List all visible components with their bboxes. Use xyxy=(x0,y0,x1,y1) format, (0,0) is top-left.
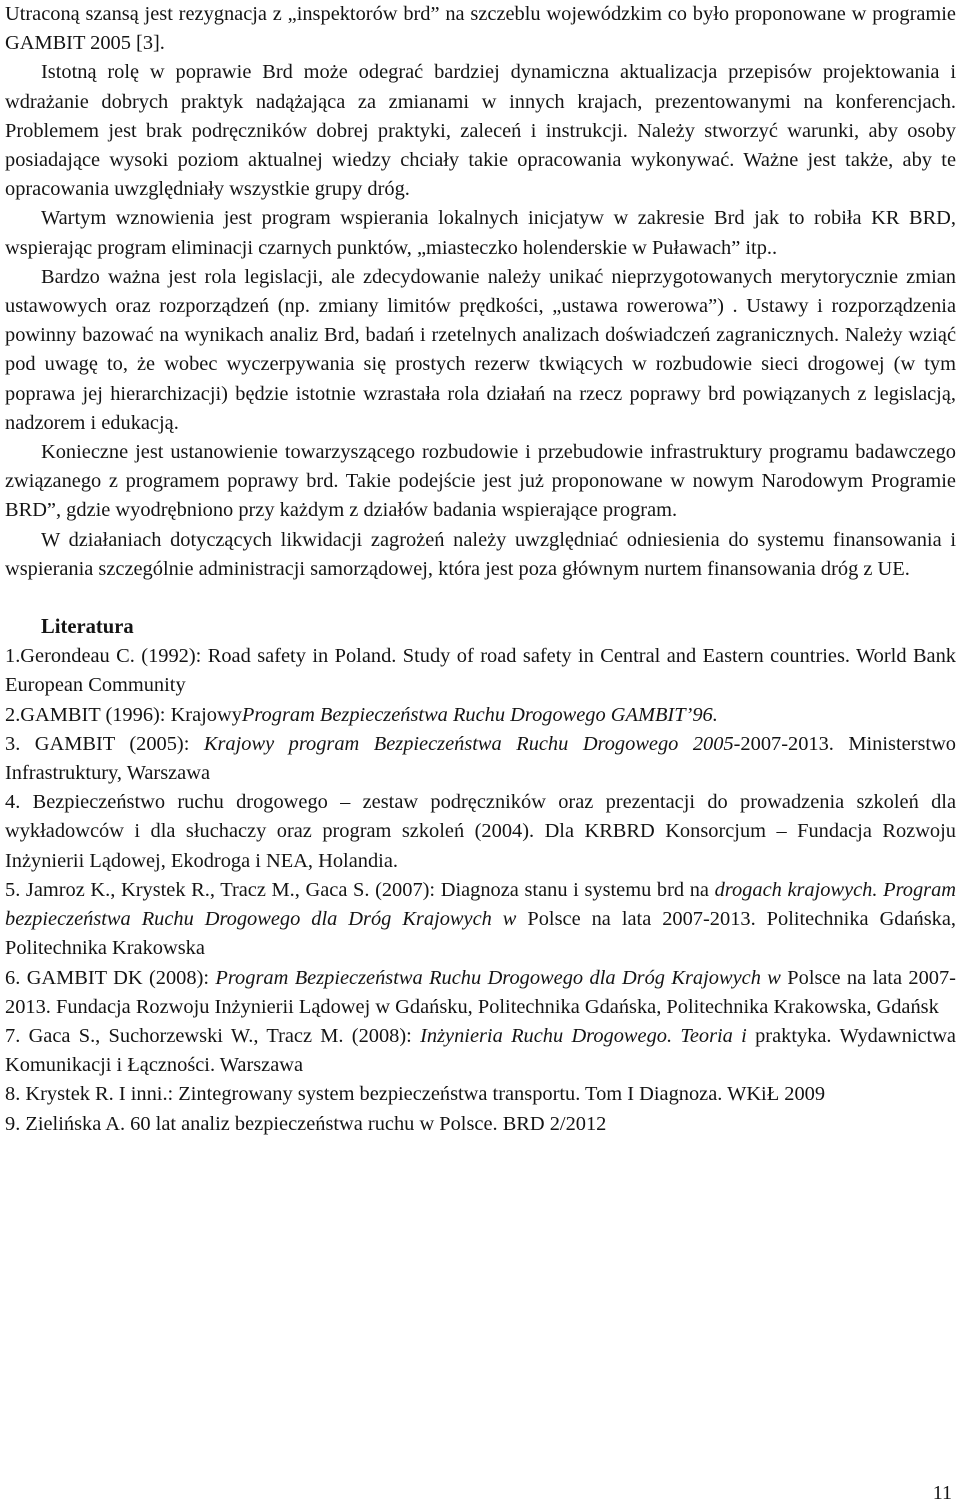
reference-publisher: Polsce na lata 2007-2013. Fundacja Rozwoju Inżynierii Lądowej w Gdańsku, Politechnika Gdańska, Politechnika Krakowska, Gdańsk xyxy=(5,966,956,1018)
paragraph-financing: W działaniach dotyczących likwidacji zagrożeń należy uwzględniać odniesienia do systemu finansowania i wspierania szczególnie administracji samorządowej, która jest poza głównym nurtem finansowania dróg z UE. xyxy=(5,528,956,580)
reference-publisher: Polsce na lata 2007-2013. Politechnika Gdańska, Politechnika Krakowska xyxy=(5,908,957,960)
reference-text: 2.GAMBIT (1996): Krajowy xyxy=(5,703,242,726)
reference-publisher: praktyka. Wydawnictwa Komunikacji i Łączności. Warszawa xyxy=(5,1024,956,1077)
reference-title: Inżynieria Ruchu Drogowego. Teoria i xyxy=(420,1024,747,1047)
reference-title: Program Bezpieczeństwa Ruchu Drogowego GAMBIT’96. xyxy=(241,703,718,726)
reference-item xyxy=(5,701,956,730)
reference-item xyxy=(5,876,956,964)
reference-text: 6. GAMBIT DK (2008): xyxy=(5,966,216,989)
reference-text: 8. Krystek R. I inni.: Zintegrowany system bezpieczeństwa transportu. Tom I Diagnoza. WKiŁ 2009 xyxy=(5,1083,826,1106)
reference-item xyxy=(5,1080,956,1109)
reference-item xyxy=(5,730,956,788)
literature-heading: Literatura xyxy=(41,616,134,639)
document-body xyxy=(5,0,956,1139)
reference-publisher: -2007-2013. Ministerstwo Infrastruktury, Warszawa xyxy=(5,732,957,785)
reference-item xyxy=(5,788,956,876)
paragraph-research-program: Konieczne jest ustanowienie towarzyszącego rozbudowie i przebudowie infrastruktury programu badawczego związanego z programem poprawy brd. Takie podejście jest już proponowane w nowym Narodowym Programie BRD”, gdzie wyodrębniono przy każdym z działów badania wspierające program. xyxy=(5,441,956,522)
reference-item xyxy=(5,964,956,1022)
reference-title: drogach krajowych. Program bezpieczeństwa Ruchu Drogowego dla Dróg Krajowych w xyxy=(5,878,956,931)
reference-text: 4. Bezpieczeństwo ruchu drogowego – zestaw podręczników oraz prezentacji do prowadzenia szkoleń dla wykładowców i dla słuchaczy oraz program szkoleń (2004). Dla KRBRD Konsorcjum – Fundacja Rozwoju Inżynierii Lądowej, Ekodroga i NEA, Holandia. xyxy=(5,791,956,872)
page-number: 11 xyxy=(932,1482,952,1504)
reference-text: 3. GAMBIT (2005): xyxy=(5,732,204,755)
reference-item xyxy=(5,1110,956,1139)
section-spacer xyxy=(5,584,956,613)
reference-text: 5. Jamroz K., Krystek R., Tracz M., Gaca S. (2007): Diagnoza stanu i systemu brd na xyxy=(5,878,715,901)
reference-title: Krajowy program Bezpieczeństwa Ruchu Drogowego 2005 xyxy=(203,732,734,755)
reference-text: 7. Gaca S., Suchorzewski W., Tracz M. (2008): xyxy=(5,1024,421,1047)
reference-title: Program Bezpieczeństwa Ruchu Drogowego dla Dróg Krajowych w xyxy=(215,966,781,989)
paragraph-local-initiatives: Wartym wznowienia jest program wspierania lokalnych inicjatyw w zakresie Brd jak to robiła KR BRD, wspierając program eliminacji czarnych punktów, „miasteczko holenderskie w Puławach” itp.. xyxy=(5,207,956,259)
reference-item xyxy=(5,642,956,700)
reference-list xyxy=(5,642,956,1138)
reference-text: 1.Gerondeau C. (1992): Road safety in Poland. Study of road safety in Central and Eastern countries. World Bank European Community xyxy=(5,645,956,697)
paragraph-lost-chance: Utraconą szansą jest rezygnacja z „inspektorów brd” na szczeblu wojewódzkim co było proponowane w programie GAMBIT 2005 [3]. xyxy=(5,3,956,55)
reference-item xyxy=(5,1022,956,1080)
paragraph-regulations: Istotną rolę w poprawie Brd może odegrać bardziej dynamiczna aktualizacja przepisów projektowania i wdrażanie dobrych praktyk nadążająca za zmianami w innych krajach, prezentowanymi na konferencjach. Problemem jest brak podręczników dobrej praktyki, zaleceń i instrukcji. Należy stworzyć warunki, aby osoby posiadające wysoki poziom aktualnej wiedzy chciały takie opracowania wykonywać. Ważne jest także, aby te opracowania uwzględniały wszystkie grupy dróg. xyxy=(5,61,956,201)
paragraph-legislation: Bardzo ważna jest rola legislacji, ale zdecydowanie należy unikać nieprzygotowanych merytorycznie zmian ustawowych oraz rozporządzeń (np. zmiany limitów prędkości, „ustawa rowerowa”) . Ustawy i rozporządzenia powinny bazować na wynikach analiz Brd, badań i rzetelnych analizach doświadczeń zagranicznych. Należy wziąć pod uwagę to, że wobec wyczerpywania się prostych rezerw tkwiących w rozbudowie sieci drogowej (w tym poprawa jej hierarchizacji) będzie istotnie wzrastała rola działań na rzecz poprawy brd powiązanych z legislacją, nadzorem i edukacją. xyxy=(5,265,956,434)
reference-text: 9. Zielińska A. 60 lat analiz bezpieczeństwa ruchu w Polsce. BRD 2/2012 xyxy=(5,1112,607,1135)
